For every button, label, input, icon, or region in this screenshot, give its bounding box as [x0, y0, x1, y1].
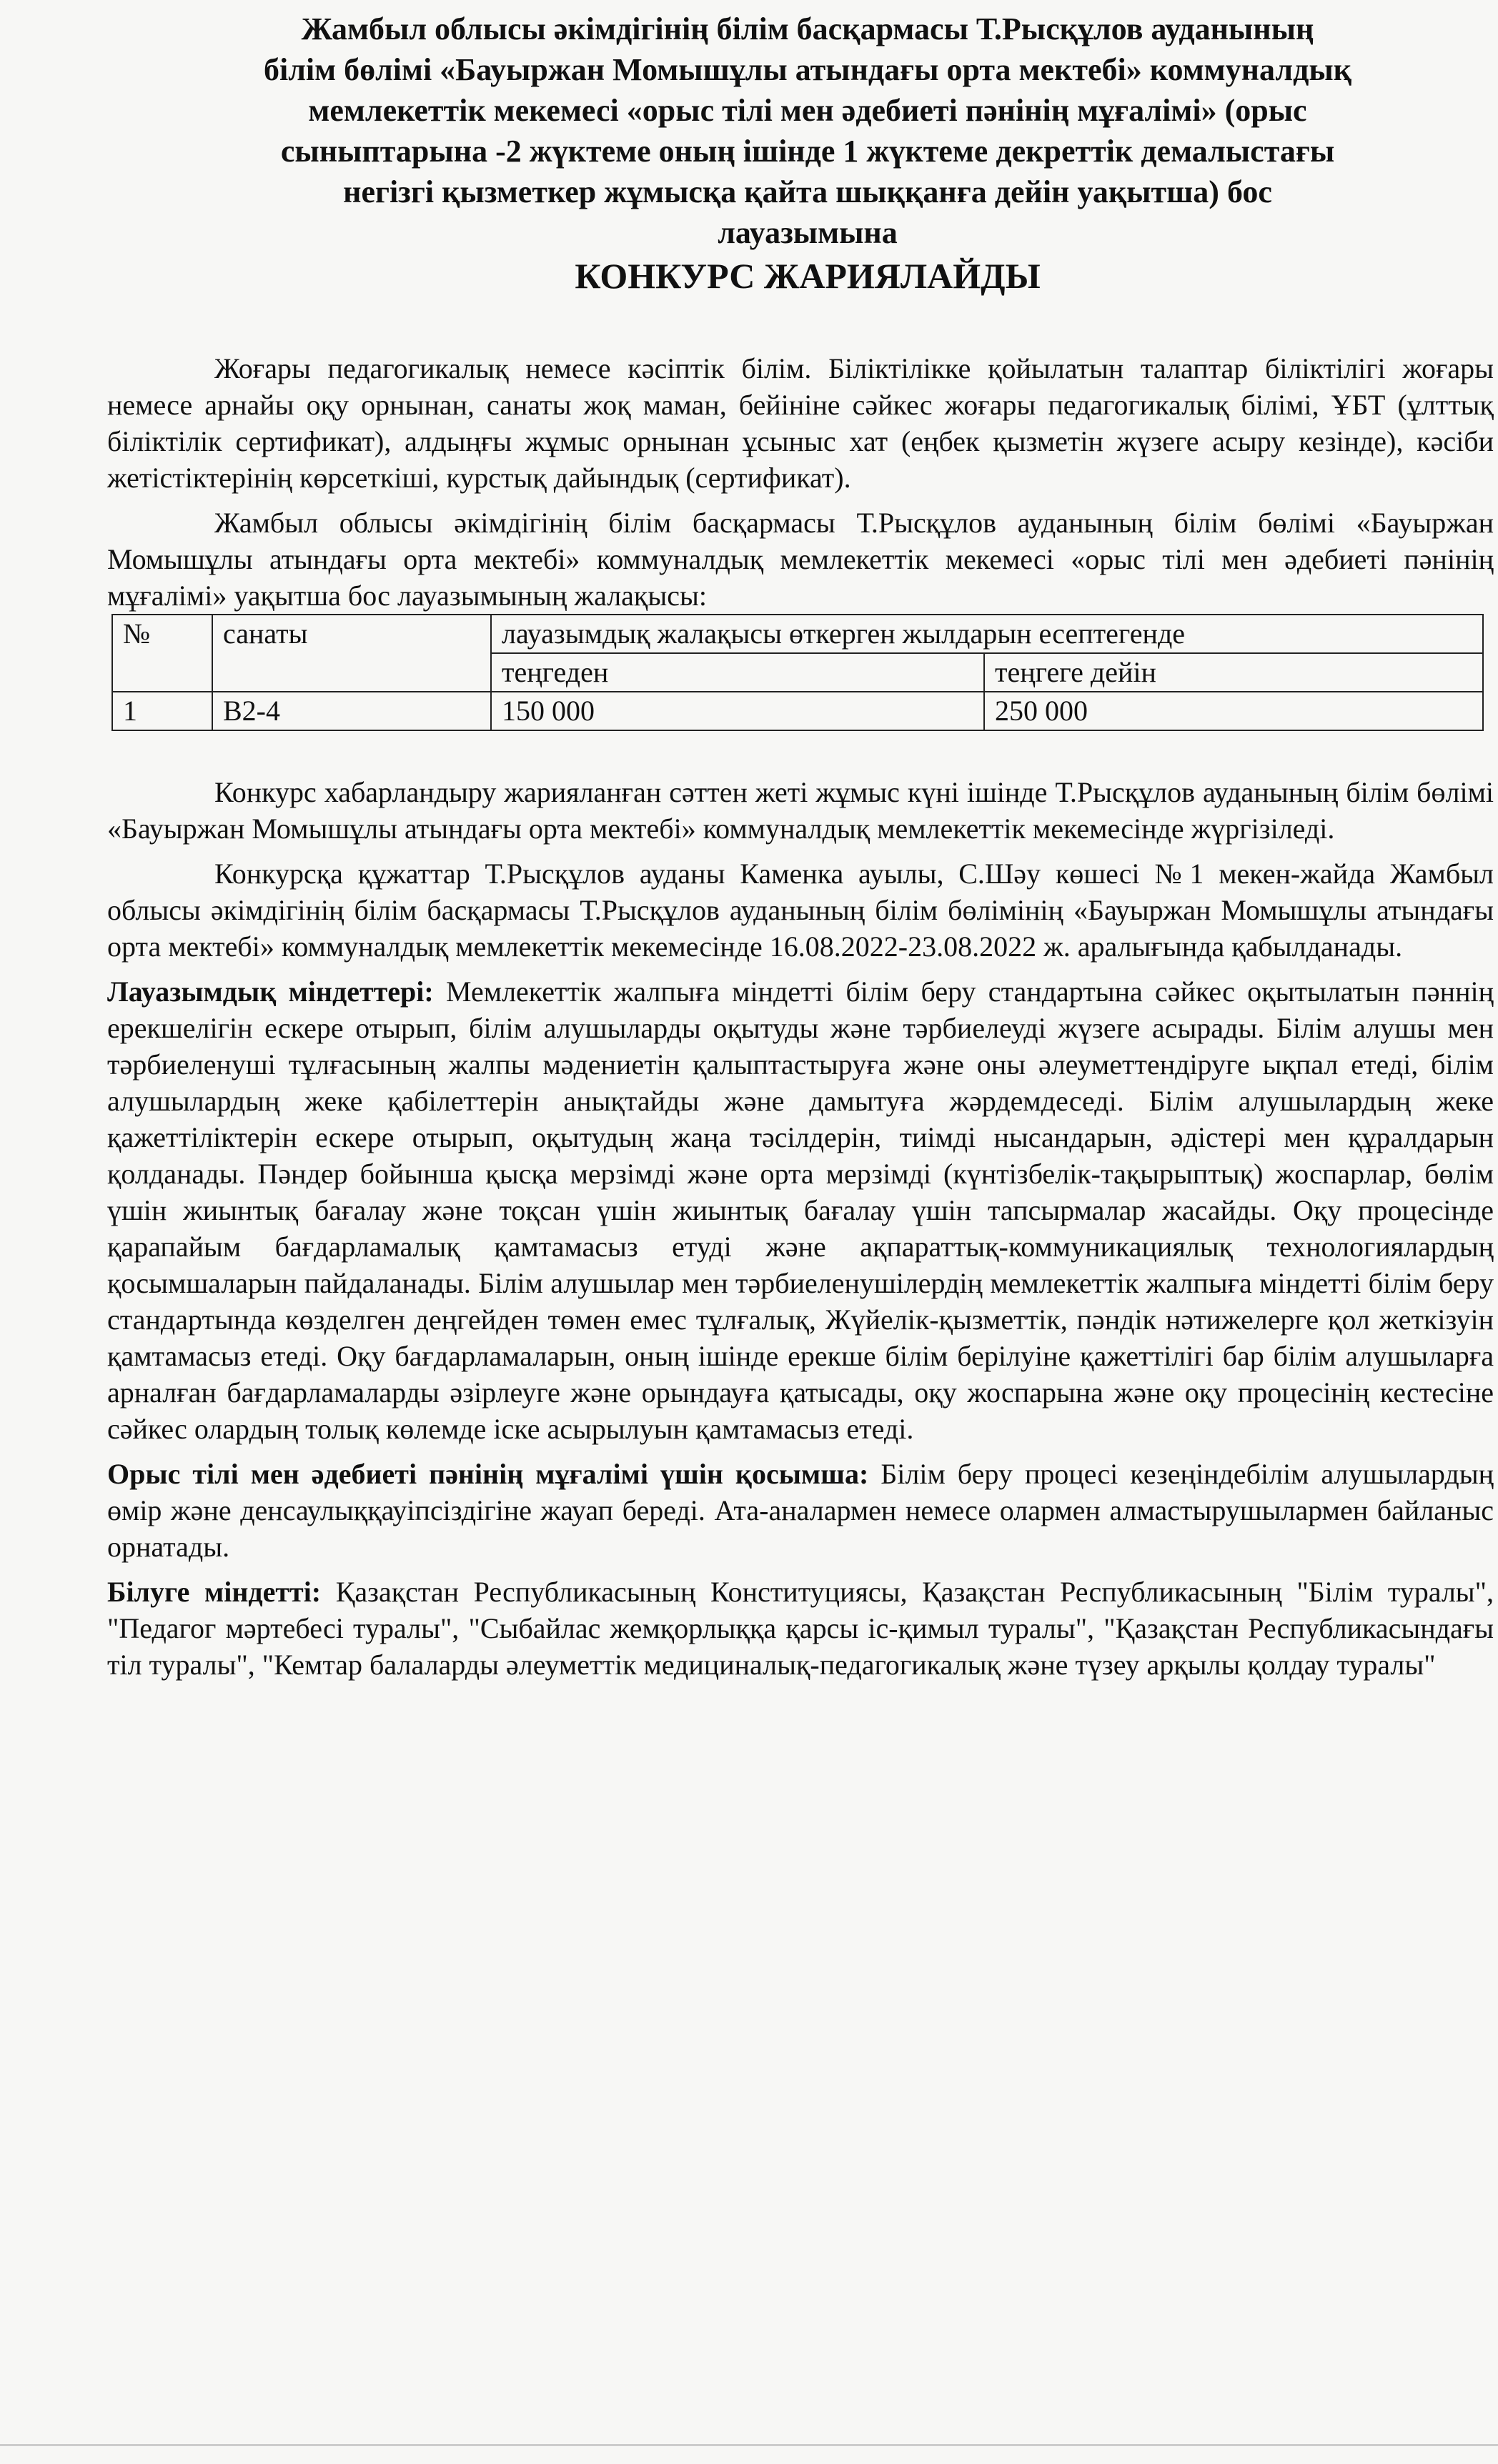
cell-to: 250 000 — [984, 692, 1483, 730]
document-body — [107, 350, 1494, 1691]
knowledge-paragraph — [107, 1574, 1494, 1683]
salary-intro-paragraph: Жамбыл облысы әкімдігінің білім басқармасы Т.Рысқұлов ауданының білім бөлімі «Бауыржан Момышұлы атындағы орта мектебі» коммуналдық мемлекеттік мекемесі «орыс тілі мен әдебиеті пәнінің мұғалімі» уақытша бос лауазымының жалақысы: — [107, 507, 1494, 612]
title-line: сыныптарына -2 жүктеме оның ішінде 1 жүктеме декреттік демалыстағы — [280, 134, 1335, 169]
title-line: мемлекеттік мекемесі «орыс тілі мен әдебиеті пәнінің мұғалімі» (орыс — [308, 93, 1307, 128]
requirements-paragraph: Жоғары педагогикалық немесе кәсіптік білім. Біліктілікке қойылатын талаптар біліктілігі жоғары немесе арнайы оқу орнынан, санаты жоқ маман, бейініне сәйкес жоғары педагогикалық білімі, ҰБТ (ұлттық біліктілік сертификат), алдыңғы жұмыс орнынан ұсыныс хат (еңбек қызметін жүзеге асыру кезінде), кәсіби жетістіктерінің көрсеткіші, курстық дайындық (сертификат). — [107, 352, 1494, 494]
knowledge-text: Қазақстан Республикасының Конституциясы, Қазақстан Республикасының "Білім туралы", "Педагог мәртебесі туралы", "Сыбайлас жемқорлыққа қарсы іс-қимыл туралы", "Қазақстан Республикасындағы тіл туралы", "Кемтар балаларды әлеуметтік медициналық-педагогикалық және түзеу арқылы қолдау туралы" — [107, 1576, 1494, 1681]
title-line: лауазымына — [718, 215, 898, 250]
duties-paragraph — [107, 973, 1494, 1447]
document-title — [136, 9, 1479, 299]
contest-location-paragraph: Конкурс хабарландыру жарияланған сәттен жеті жұмыс күні ішінде Т.Рысқұлов ауданының білім бөлімі «Бауыржан Момышұлы атындағы орта мектебі» коммуналдық мемлекеттік мекемесінде жүргізіледі. — [107, 776, 1494, 845]
announcement-heading: КОНКУРС ЖАРИЯЛАЙДЫ — [575, 256, 1041, 296]
extra-label: Орыс тілі мен әдебиеті пәнінің мұғалімі үшін қосымша: — [107, 1458, 869, 1490]
cell-from: 150 000 — [491, 692, 984, 730]
duties-text: Мемлекеттік жалпыға міндетті білім беру стандартына сәйкес оқытылатын пәннің ерекшелігін ескере отырып, білім алушыларды оқытуды және тәрбиелеуді жүзеге асырады. Білім алушы мен тәрбиеленуші тұлғасының жалпы мәдениетін қалыптастыруға және оны әлеуметтендіруге ықпал етеді, білім алушылардың жеке қабілеттерін анықтайды және дамытуға жәрдемдеседі. Білім алушылардың жеке қажеттіліктерін ескере отырып, оқытудың жаңа тәсілдерін, тиімді нысандарын, әдістері мен құралдарын қолданады. Пәндер бойынша қысқа мерзімді және орта мерзімді (күнтізбелік-тақырыптық) жоспарлар, бөлім үшін жиынтық бағалау және тоқсан үшін жиынтық бағалау үшін тапсырмалар жасайды. Оқу процесінде қарапайым бағдарламалық қамтамасыз етуді және ақпараттық-коммуникациялық технологиялардың қосымшаларын пайдаланады. Білім алушылар мен тәрбиеленушілердің мемлекеттік жалпыға міндетті білім беру стандартында көзделген деңгейден төмен емес тұлғалық, Жүйелік-қызметтік, пәндік нәтижелерге қол жеткізуін қамтамасыз етеді. Оқу бағдарламаларын, оның ішінде ерекше білім берілуіне қажеттілігі бар білім алушыларға арналған бағдарламаларды әзірлеуге және орындауға қатысады, оқу жоспарына және оқу процесінің кестесіне сәйкес олардың толық көлемде іске асырылуын қамтамасыз етеді. — [107, 975, 1494, 1445]
title-line: білім бөлімі «Бауыржан Момышұлы атындағы орта мектебі» коммуналдық — [263, 52, 1352, 87]
documents-paragraph: Конкурсқа құжаттар Т.Рысқұлов ауданы Каменка ауылы, С.Шәу көшесі №1 мекен-жайда Жамбыл облысы әкімдігінің білім басқармасы Т.Рысқұлов ауданының білім бөлімінің «Бауыржан Момышұлы атындағы орта мектебі» коммуналдық мемлекеттік мекемесінде 16.08.2022-23.08.2022 ж. аралығында қабылданады. — [107, 858, 1494, 963]
header-num: № — [112, 615, 212, 692]
page-edge-divider — [0, 2444, 1498, 2446]
title-line: Жамбыл облысы әкімдігінің білім басқармасы Т.Рысқұлов ауданының — [301, 11, 1314, 46]
extra-paragraph — [107, 1456, 1494, 1565]
cell-num: 1 — [112, 692, 212, 730]
table-row — [112, 692, 1483, 730]
title-line: негізгі қызметкер жұмысқа қайта шыққанға дейін уақытша) бос — [343, 174, 1272, 209]
header-to: теңгеге дейін — [984, 653, 1483, 692]
table-header-row — [112, 615, 1483, 653]
extra-text: Білім беру процесі кезеңіндебілім алушылардың өмір және денсаулыққауіпсіздігіне жауап береді. Ата-аналармен немесе олармен алмастырушылармен байланыс орнатады. — [107, 1458, 1494, 1563]
cell-category: В2-4 — [212, 692, 491, 730]
knowledge-label: Білуге міндетті: — [107, 1576, 322, 1608]
duties-label: Лауазымдық міндеттері: — [107, 975, 434, 1008]
header-from: теңгеден — [491, 653, 984, 692]
salary-table — [111, 614, 1484, 731]
header-salary: лауазымдық жалақысы өткерген жылдарын есептегенде — [491, 615, 1483, 653]
header-category: санаты — [212, 615, 491, 692]
